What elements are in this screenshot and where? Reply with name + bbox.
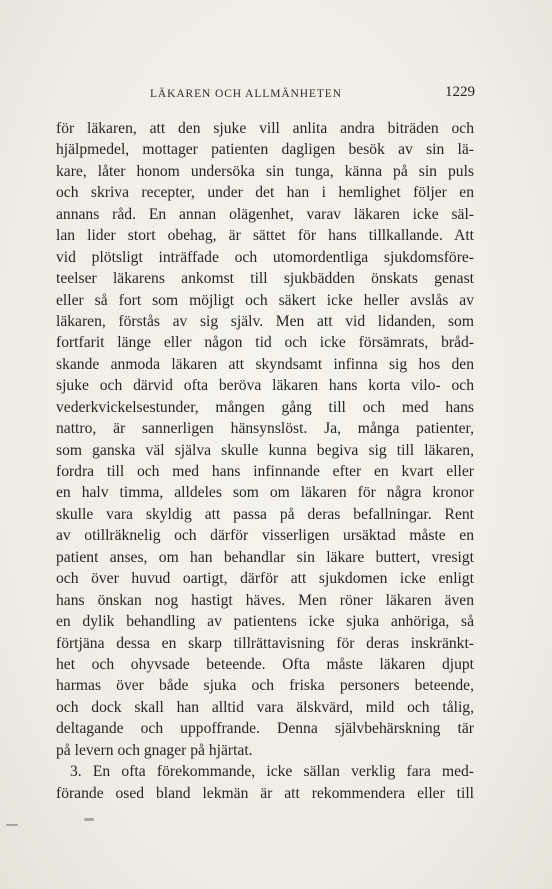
text-line: fortfarit länge eller någon tid och icke försämrats, bråd-	[56, 334, 474, 352]
body-text	[56, 118, 474, 804]
text-line: för läkaren, att den sjuke vill anlita andra biträden och	[56, 120, 474, 137]
text-line: sjuke och därvid ofta beröva läkaren hans korta vilo- och	[56, 377, 474, 395]
running-head: LÄKAREN OCH ALLMÄNHETEN	[150, 88, 342, 100]
text-line: hans önskan nog hastigt häves. Men röner läkaren även	[56, 591, 474, 609]
text-line: på levern och gnager på hjärtat.	[56, 741, 253, 759]
text-line: vederkvickelsestunder, mången gång till och med hans	[56, 398, 474, 416]
text-line: nattro, är sannerligen hänsynslöst. Ja, många patienter,	[56, 420, 474, 438]
text-line: vid plötsligt inträffade och utomordentliga sjukdomsföre-	[56, 248, 474, 266]
text-line: förtjäna dessa en skarp tillrättavisning för deras inskränkt-	[56, 634, 474, 652]
ink-smudge	[6, 824, 18, 826]
text-line: och skriva recepter, under det han i hemlighet följer en	[56, 184, 474, 202]
text-line: av otillräknelig och därför visserligen ursäktad måste en	[56, 527, 474, 545]
text-line: hjälpmedel, mottager patienten dagligen besök av sin lä-	[56, 141, 474, 159]
text-line: harmas över både sjuka och friska personers beteende,	[56, 677, 474, 695]
text-line: 3. En ofta förekommande, icke sällan verklig fara med-	[70, 763, 474, 781]
text-line: deltagande och uppoffrande. Denna självbehärskning tär	[56, 720, 474, 738]
text-line: en dylik behandling av patientens icke sjuka anhöriga, så	[56, 613, 474, 631]
text-line: och dock skall han alltid vara älskvärd, mild och tålig,	[56, 698, 474, 716]
text-line: patient anses, om han behandlar sin läkare buttert, vresigt	[56, 548, 474, 566]
text-line: skulle vara skyldig att passa på deras befallningar. Rent	[56, 505, 474, 523]
page-header	[0, 84, 552, 108]
text-line: som ganska väl själva skulle kunna begiva sig till läkaren,	[56, 441, 474, 459]
text-line: het och ohyvsade beteende. Ofta måste läkaren djupt	[56, 655, 474, 673]
page-number: 1229	[445, 84, 475, 100]
text-line: läkaren, förstås av sig själv. Men att vid lidanden, som	[56, 312, 474, 330]
text-line: förande osed bland lekmän är att rekommendera eller till	[56, 784, 474, 802]
ink-smudge	[84, 818, 94, 821]
text-line: teelser läkarens ankomst till sjukbädden önskats genast	[56, 270, 474, 288]
text-line: eller så fort som möjligt och säkert icke heller avslås av	[56, 291, 474, 309]
text-line: en halv timma, alldeles som om läkaren för några kronor	[56, 484, 474, 502]
text-line: annans råd. En annan olägenhet, varav läkaren icke säl-	[56, 205, 474, 223]
text-line: och över huvud oartigt, därför att sjukdomen icke enligt	[56, 570, 474, 588]
text-line: kare, låter honom undersöka sin tunga, känna på sin puls	[56, 162, 474, 180]
text-line: fordra till och med hans infinnande efter en kvart eller	[56, 463, 474, 480]
text-line: skande anmoda läkaren att skyndsamt infinna sig hos den	[56, 355, 474, 373]
text-line: lan lider stort obehag, är sättet för hans tillkallande. Att	[56, 227, 474, 245]
